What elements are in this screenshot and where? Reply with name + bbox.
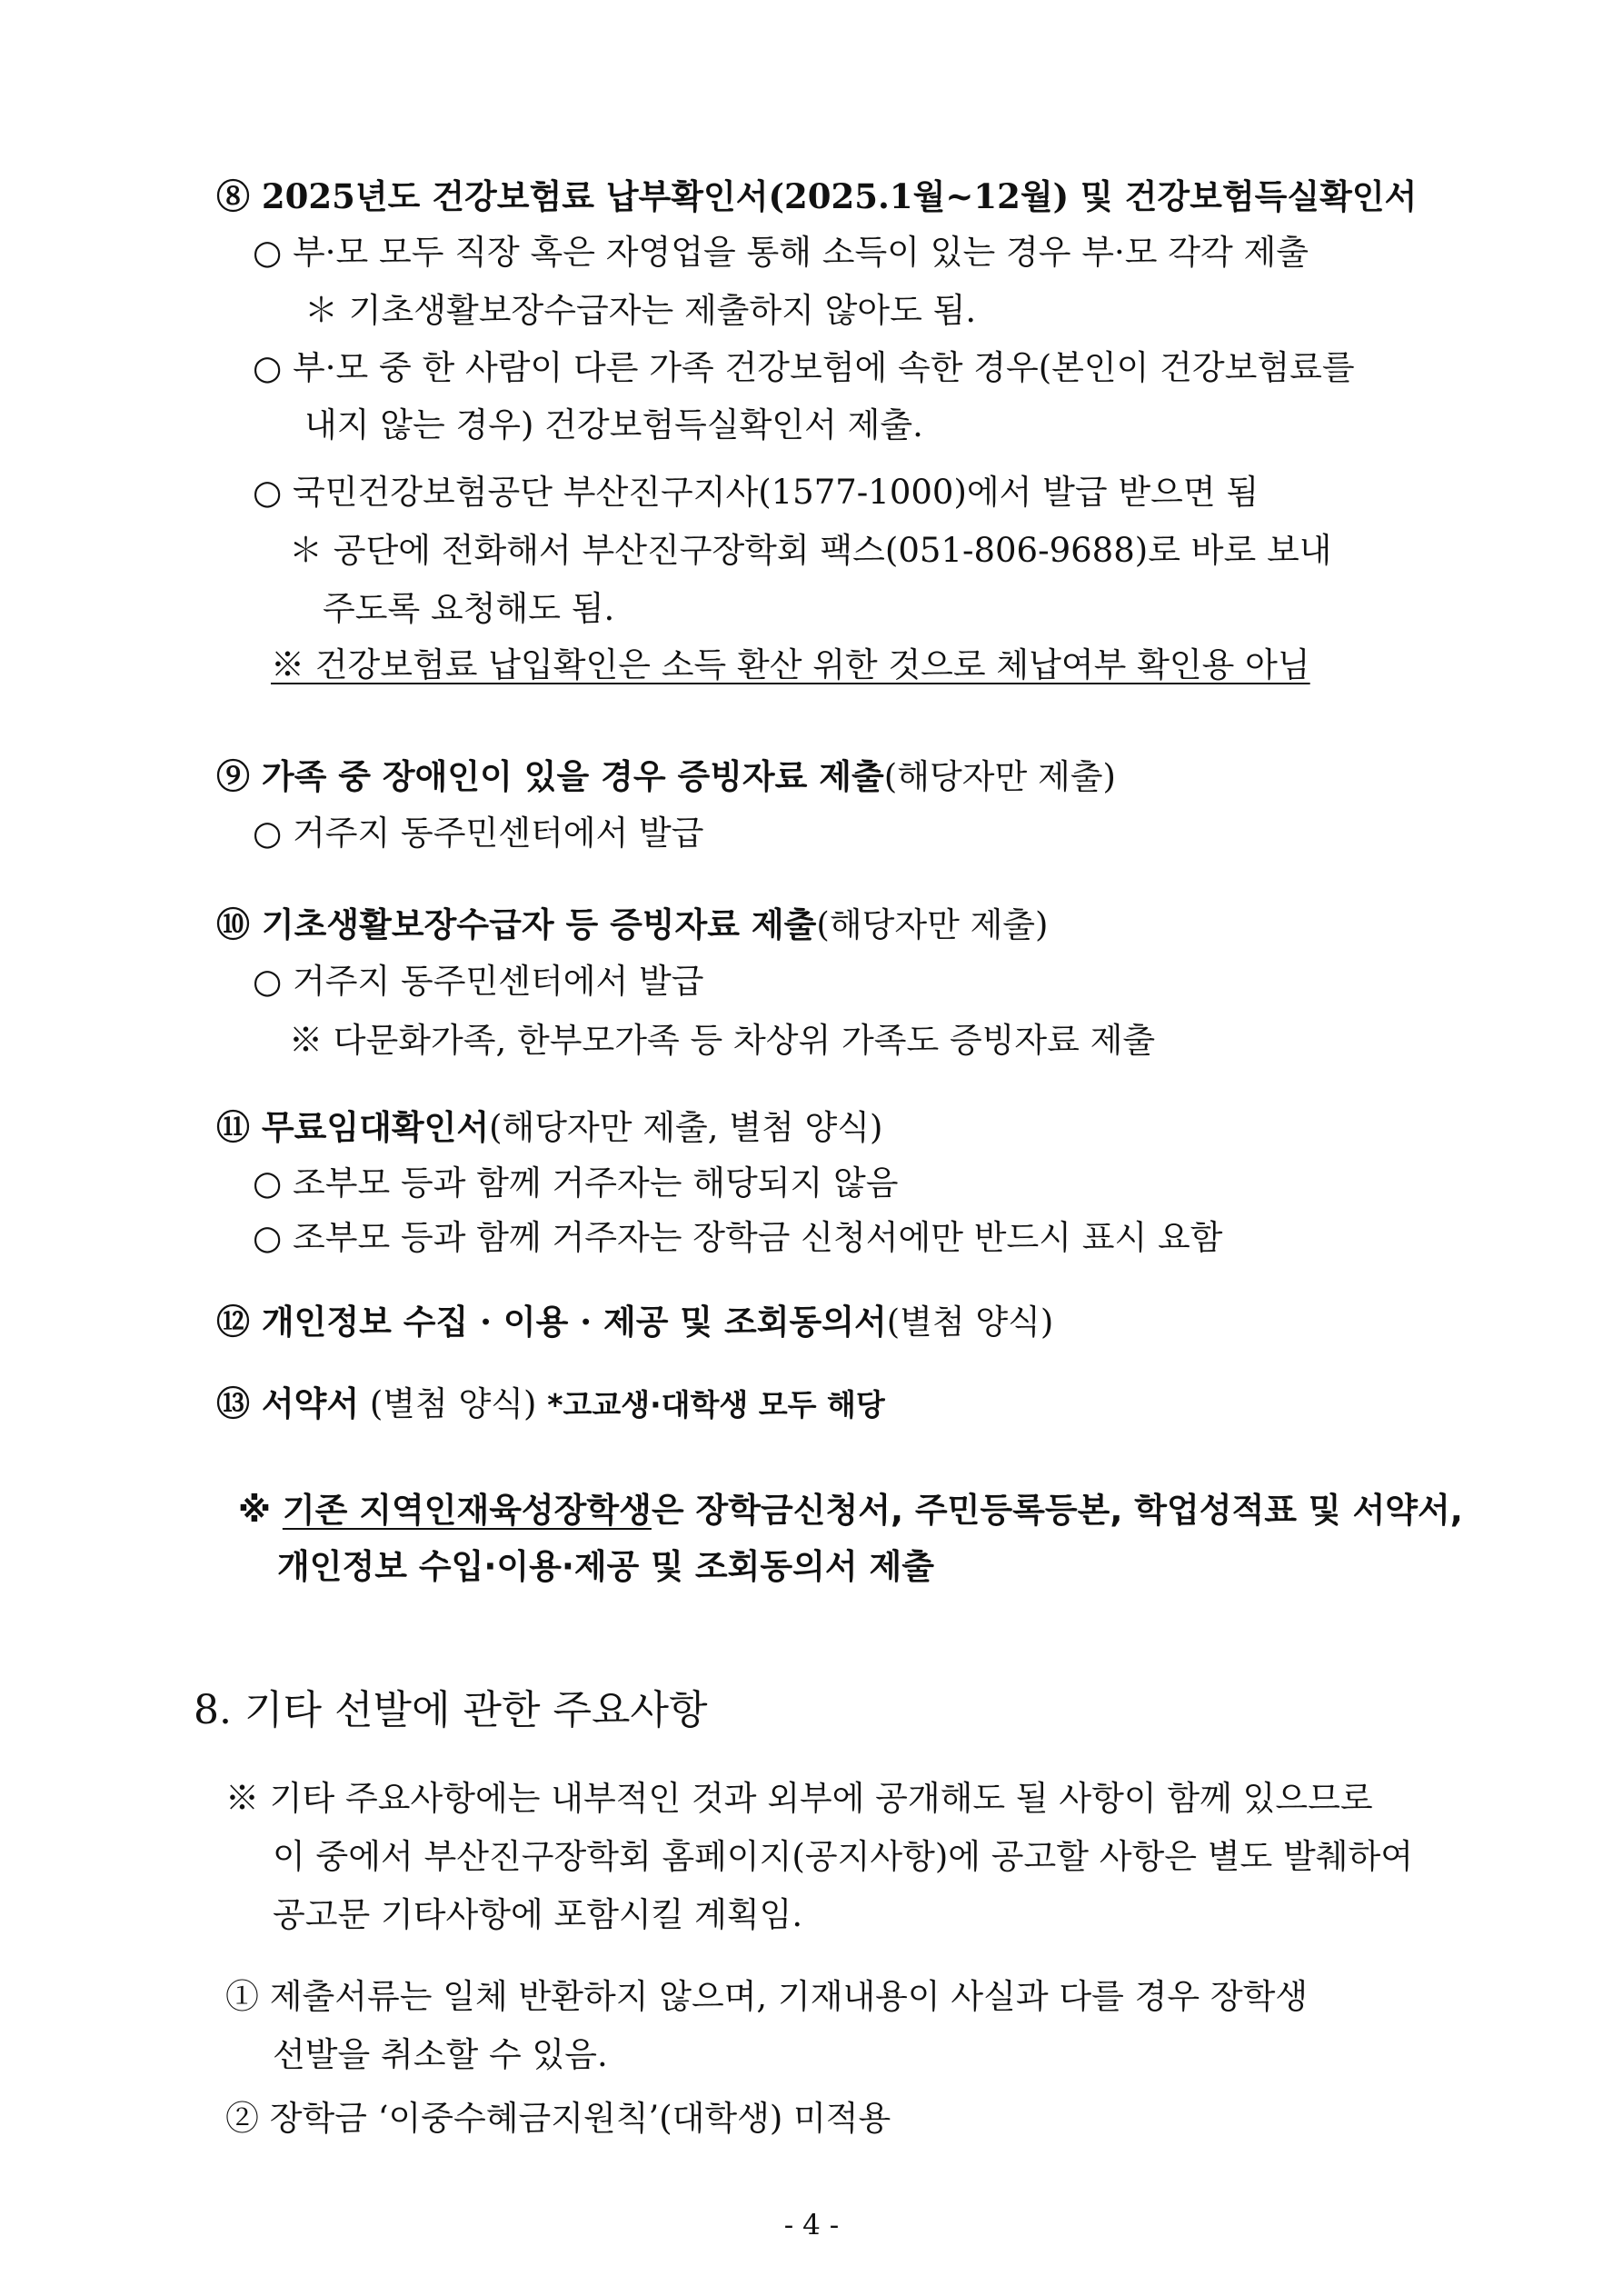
item-8-title: ⑧ 2025년도 건강보험료 납부확인서(2025.1월~12월) 및 건강보험득실확인서 xyxy=(216,176,1418,216)
item-11-title-bold: ⑪ 무료임대확인서 xyxy=(216,1107,490,1147)
item-8-line-2: ＊ 기초생활보장수급자는 제출하지 않아도 됨. xyxy=(304,291,977,330)
section-8-clause-1-line-2: 선발을 취소할 수 있음. xyxy=(273,2035,608,2074)
section-8-clause-2: ② 장학금 ‘이중수혜금지원칙’(대학생) 미적용 xyxy=(225,2099,891,2138)
item-9-title-rest: (해당자만 제출) xyxy=(883,757,1116,796)
item-11-title xyxy=(216,1105,882,1150)
item-10-title-rest: (해당자만 제출) xyxy=(816,905,1049,944)
section-8-heading: 8. 기타 선발에 관한 주요사항 xyxy=(194,1687,708,1733)
item-9-title xyxy=(216,754,1116,799)
item-12-title-rest: (별첨 양식) xyxy=(886,1303,1054,1342)
item-11-title-rest: (해당자만 제출, 별첨 양식) xyxy=(489,1108,883,1147)
item-10-line-1: ○ 거주지 동주민센터에서 발급 xyxy=(253,962,704,1001)
existing-scholar-note-underlined: 기존 지역인재육성장학생 xyxy=(282,1491,652,1530)
item-8-line-3: ○ 부·모 중 한 사람이 다른 가족 건강보험에 속한 경우(본인이 건강보험료를 xyxy=(253,348,1355,387)
item-9-title-bold: ⑨ 가족 중 장애인이 있을 경우 증빙자료 제출 xyxy=(216,756,884,796)
item-8-line-7: 주도록 요청해도 됨. xyxy=(323,589,615,628)
item-11-line-2: ○ 조부모 등과 함께 거주자는 장학금 신청서에만 반드시 표시 요함 xyxy=(253,1218,1223,1257)
item-9-line-1: ○ 거주지 동주민센터에서 발급 xyxy=(253,814,704,853)
item-10-line-2: ※ 다문화가족, 한부모가족 등 차상위 가족도 증빙자료 제출 xyxy=(289,1021,1156,1060)
item-13-title-bold: ⑬ 서약서 xyxy=(216,1383,360,1423)
item-13-title-rest: (별첨 양식) xyxy=(359,1384,548,1423)
item-8-line-1: ○ 부·모 모두 직장 혹은 자영업을 통해 소득이 있는 경우 부·모 각각 제출 xyxy=(253,233,1309,272)
item-13-title xyxy=(216,1382,885,1427)
section-8-para-line-1: ※ 기타 주요사항에는 내부적인 것과 외부에 공개해도 될 사항이 함께 있으므로 xyxy=(225,1779,1373,1818)
existing-scholar-note-line-1 xyxy=(238,1489,1463,1532)
section-8-para-line-2: 이 중에서 부산진구장학회 홈페이지(공지사항)에 공고할 사항은 별도 발췌하여 xyxy=(273,1837,1413,1876)
section-8-clause-1-line-1: ① 제출서류는 일체 반환하지 않으며, 기재내용이 사실과 다를 경우 장학생 xyxy=(225,1977,1309,2016)
section-8-para-line-3: 공고문 기타사항에 포함시킬 계획임. xyxy=(273,1895,803,1934)
item-8-line-5: ○ 국민건강보험공단 부산진구지사(1577-1000)에서 발급 받으면 됨 xyxy=(253,473,1260,512)
item-13-note: *고교생·대학생 모두 해당 xyxy=(547,1387,885,1423)
page-number: - 4 - xyxy=(783,2209,840,2241)
item-8-line-6: ＊ 공단에 전화해서 부산진구장학회 팩스(051-806-9688)로 바로 보내 xyxy=(289,531,1332,570)
existing-scholar-note-line-2: 개인정보 수입·이용·제공 및 조회동의서 제출 xyxy=(277,1547,934,1586)
item-10-title xyxy=(216,903,1049,947)
item-10-title-bold: ⑩ 기초생활보장수급자 등 증빙자료 제출 xyxy=(216,904,817,944)
item-8-underlined-note: ※ 건강보험료 납입확인은 소득 환산 위한 것으로 체납여부 확인용 아님 xyxy=(271,645,1310,684)
existing-scholar-note-rest: 은 장학금신청서, 주민등록등본, 학업성적표 및 서약서, xyxy=(651,1491,1463,1530)
item-12-title xyxy=(216,1300,1053,1344)
item-8-line-4: 내지 않는 경우) 건강보험득실확인서 제출. xyxy=(304,405,923,444)
item-12-title-bold: ⑫ 개인정보 수집 · 이용 · 제공 및 조회동의서 xyxy=(216,1302,887,1342)
item-11-line-1: ○ 조부모 등과 함께 거주자는 해당되지 않음 xyxy=(253,1163,899,1203)
existing-scholar-note-mark: ※ xyxy=(238,1491,283,1530)
